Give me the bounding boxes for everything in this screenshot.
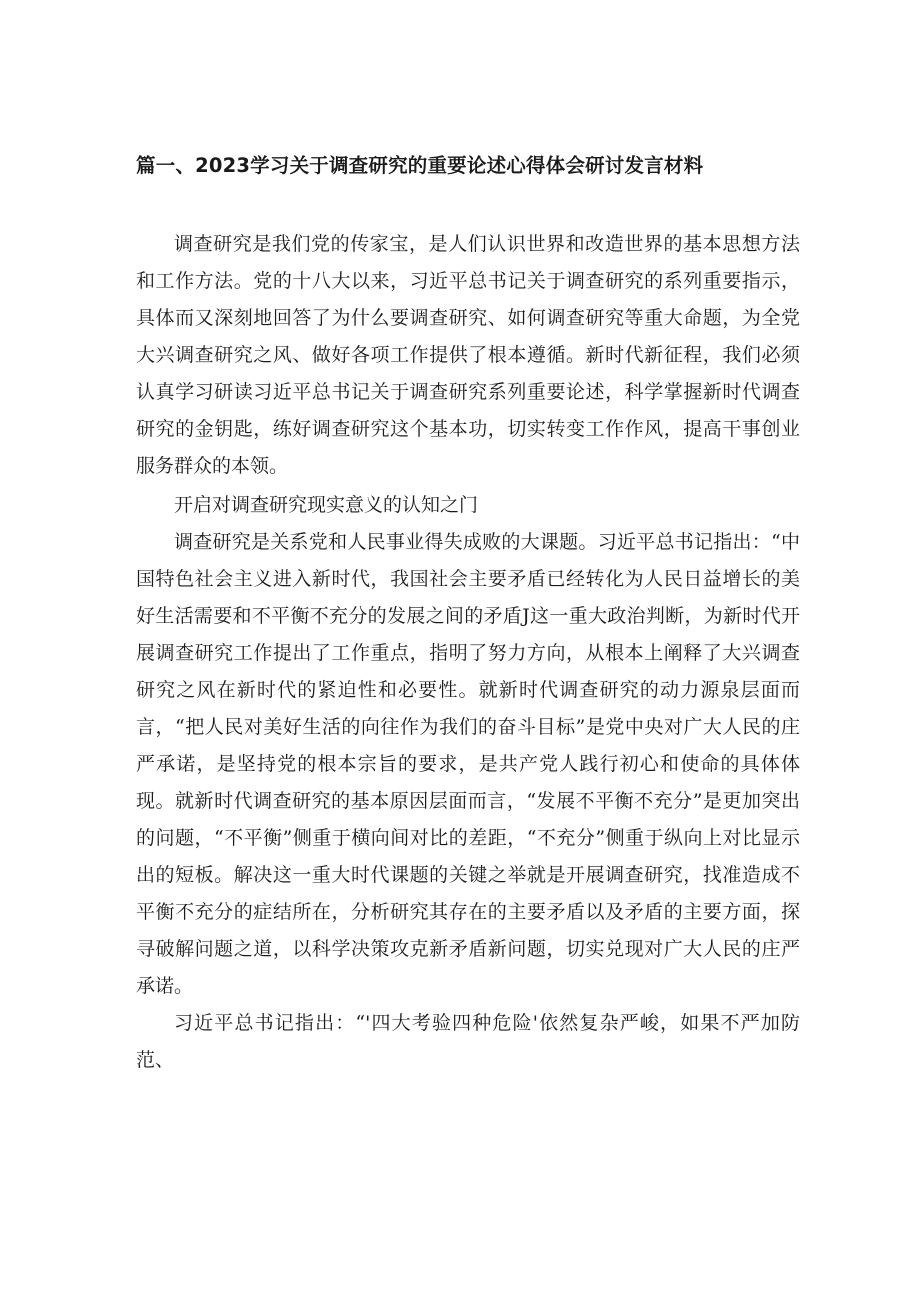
section-heading: 开启对调查研究现实意义的认知之门	[174, 494, 479, 516]
paragraph-continued: 习近平总书记指出：“'四大考验四种危险'依然复杂严峻，如果不严加防范、	[136, 1012, 800, 1071]
paragraph-intro: 调查研究是我们党的传家宝，是人们认识世界和改造世界的基本思想方法和工作方法。党的十八大以来，习近平总书记关于调查研究的系列重要指示，具体而又深刻地回答了为什么要调查研究、如何调查研究等重大命题，为全党大兴调查研究之风、做好各项工作提供了根本遵循。新时代新征程，我们必须认真学习研读习近平总书记关于调查研究系列重要论述，科学掌握新时代调查研究的金钥匙，练好调查研究这个基本功，切实转变工作作风，提高干事创业服务群众的本领。	[136, 233, 800, 477]
paragraph-significance: 调查研究是关系党和人民事业得失成败的大课题。习近平总书记指出：“中国特色社会主义进入新时代，我国社会主要矛盾已经转化为人民日益增长的美好生活需要和不平衡不充分的发展之间的矛盾J这一重大政治判断，为新时代开展调查研究工作提出了工作重点，指明了努力方向，从根本上阐释了大兴调查研究之风在新时代的紧迫性和必要性。就新时代调查研究的动力源泉层面而言，“把人民对美好生活的向往作为我们的奋斗目标”是党中央对广大人民的庄严承诺，是坚持党的根本宗旨的要求，是共产党人践行初心和使命的具体体现。就新时代调查研究的基本原因层面而言，“发展不平衡不充分”是更加突出的问题，“不平衡”侧重于横向间对比的差距，“不充分”侧重于纵向上对比显示出的短板。解决这一重大时代课题的关键之举就是开展调查研究，找准造成不平衡不充分的症结所在，分析研究其存在的主要矛盾以及矛盾的主要方面，探寻破解问题之道，以科学决策攻克新矛盾新问题，切实兑现对广大人民的庄严承诺。	[136, 531, 800, 997]
document-body	[136, 226, 800, 1079]
document-title: 篇一、2023学习关于调查研究的重要论述心得体会研讨发言材料	[136, 154, 704, 177]
